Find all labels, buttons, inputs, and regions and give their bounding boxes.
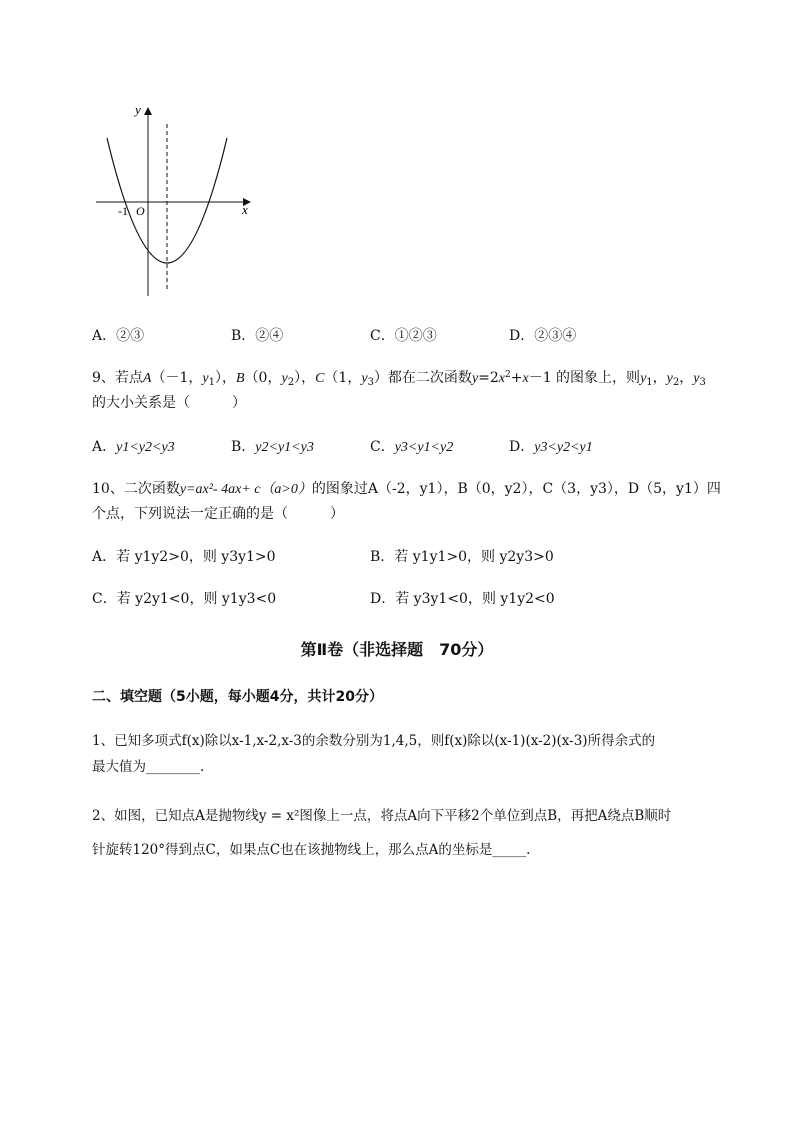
question-number: 9、 bbox=[92, 370, 115, 386]
q10-option-a[interactable] bbox=[92, 546, 276, 566]
var-y: y bbox=[281, 371, 288, 386]
q10-option-d[interactable] bbox=[370, 588, 555, 608]
stem-text: －1 的图象上，则 bbox=[528, 370, 641, 386]
x-axis-label: x bbox=[242, 202, 248, 217]
var-y: y bbox=[666, 371, 673, 386]
stem-text: ）都在二次函数 bbox=[373, 370, 472, 386]
q8-option-d[interactable] bbox=[509, 325, 576, 345]
q9-option-a[interactable] bbox=[92, 436, 175, 456]
stem-text: 若点 bbox=[114, 370, 143, 386]
option-letter: C． bbox=[370, 328, 395, 344]
option-letter: B． bbox=[370, 549, 395, 565]
fill-q1-line1: 1、已知多项式f(x)除以x-1,x-2,x-3的余数分别为1,4,5，则f(x)除以(x-1)(x-2)(x-3)所得余式的 bbox=[92, 733, 656, 749]
option-letter: C． bbox=[370, 439, 395, 455]
fill-q2-line2: 针旋转120°得到点C，如果点C也在该抛物线上，那么点A的坐标是_____. bbox=[92, 842, 531, 858]
superscript: 2 bbox=[505, 370, 511, 380]
point-c: C bbox=[315, 371, 325, 386]
option-text: y2<y1<y3 bbox=[255, 440, 314, 455]
var-x: x bbox=[498, 371, 506, 386]
var-y: y bbox=[202, 371, 209, 386]
q10-stem-line2: 个点，下列说法一定正确的是（ ） bbox=[92, 506, 344, 522]
var-y: y bbox=[693, 371, 700, 386]
option-letter: D． bbox=[509, 439, 535, 455]
subscript: 2 bbox=[672, 377, 680, 388]
stem-text: 二次函数 bbox=[123, 481, 180, 497]
subscript: 2 bbox=[287, 377, 295, 388]
q8-option-b[interactable] bbox=[231, 325, 283, 345]
separator: ， bbox=[652, 370, 667, 386]
option-letter: A． bbox=[92, 439, 117, 455]
coord-text: ）， bbox=[294, 370, 316, 386]
origin-label: O bbox=[136, 204, 145, 218]
coord-text: ）， bbox=[215, 370, 236, 386]
option-text: ②③ bbox=[116, 328, 145, 344]
coord-text: （1， bbox=[324, 370, 362, 386]
question-number: 10、 bbox=[92, 481, 124, 497]
section-title: 二、填空题（5小题，每小题4分，共计20分） bbox=[92, 689, 383, 705]
option-text: y1<y2<y3 bbox=[116, 440, 175, 455]
q9-stem-line1 bbox=[92, 367, 706, 388]
subscript: 3 bbox=[699, 377, 706, 388]
var-y: y bbox=[471, 371, 479, 386]
q10-option-b[interactable] bbox=[370, 546, 554, 566]
coord-text: （0， bbox=[244, 370, 282, 386]
option-letter: B． bbox=[231, 328, 256, 344]
var-y: y bbox=[640, 371, 647, 386]
option-text: y3<y2<y1 bbox=[534, 440, 593, 455]
q9-stem-line2: 的大小关系是（ ） bbox=[92, 395, 246, 411]
q10-stem-line1 bbox=[92, 478, 721, 498]
option-letter: D． bbox=[370, 591, 396, 607]
option-letter: D． bbox=[509, 328, 535, 344]
q9-option-c[interactable] bbox=[370, 436, 453, 456]
option-letter: A． bbox=[92, 328, 117, 344]
neg-one-label: -1 bbox=[118, 204, 128, 218]
q8-option-a[interactable] bbox=[92, 325, 144, 345]
part-2-title: 第Ⅱ卷（非选择题 70分） bbox=[300, 640, 494, 659]
option-text: 若 y3y1<0，则 y1y2<0 bbox=[395, 591, 555, 607]
option-text: 若 y1y1>0，则 y2y3>0 bbox=[394, 549, 554, 565]
var-x: x bbox=[522, 371, 529, 386]
fill-q1-line2: 最大值为________. bbox=[92, 759, 205, 775]
option-letter: B． bbox=[231, 439, 256, 455]
q9-option-b[interactable] bbox=[231, 436, 314, 456]
y-axis-label: y bbox=[135, 102, 141, 117]
parabola-graph bbox=[90, 98, 260, 298]
subscript: 1 bbox=[208, 377, 215, 388]
q10-option-c[interactable] bbox=[92, 588, 276, 608]
option-letter: A． bbox=[92, 549, 117, 565]
option-text: 若 y2y1<0，则 y1y3<0 bbox=[116, 591, 277, 607]
fill-q2-line1: 2、如图，已知点A是抛物线y = x²图像上一点，将点A向下平移2个单位到点B，再把A绕点B顺时 bbox=[92, 808, 672, 824]
option-text: y3<y1<y2 bbox=[394, 440, 454, 455]
subscript: 1 bbox=[646, 377, 653, 388]
option-text: 若 y1y2>0，则 y3y1>0 bbox=[116, 549, 276, 565]
coord-text: （－1， bbox=[151, 370, 203, 386]
var-y: y bbox=[361, 371, 368, 386]
points-text: A（-2，y1），B（0，y2），C（3，y3），D（5，y1）四 bbox=[367, 481, 721, 497]
stem-text: 的图象过 bbox=[311, 481, 368, 497]
q9-option-d[interactable] bbox=[509, 436, 593, 456]
point-a: A bbox=[142, 371, 152, 386]
option-text: ②③④ bbox=[534, 328, 577, 344]
option-text: ①②③ bbox=[394, 328, 437, 344]
q8-option-c[interactable] bbox=[370, 325, 437, 345]
separator: ， bbox=[679, 370, 694, 386]
point-b: B bbox=[236, 371, 245, 386]
option-text: ②④ bbox=[255, 328, 284, 344]
subscript: 3 bbox=[367, 377, 374, 388]
function-expression: y=ax²- 4ax+ c（a>0） bbox=[179, 482, 312, 497]
math-text: + bbox=[510, 370, 523, 386]
option-letter: C． bbox=[92, 591, 117, 607]
math-text: =2 bbox=[478, 370, 499, 386]
